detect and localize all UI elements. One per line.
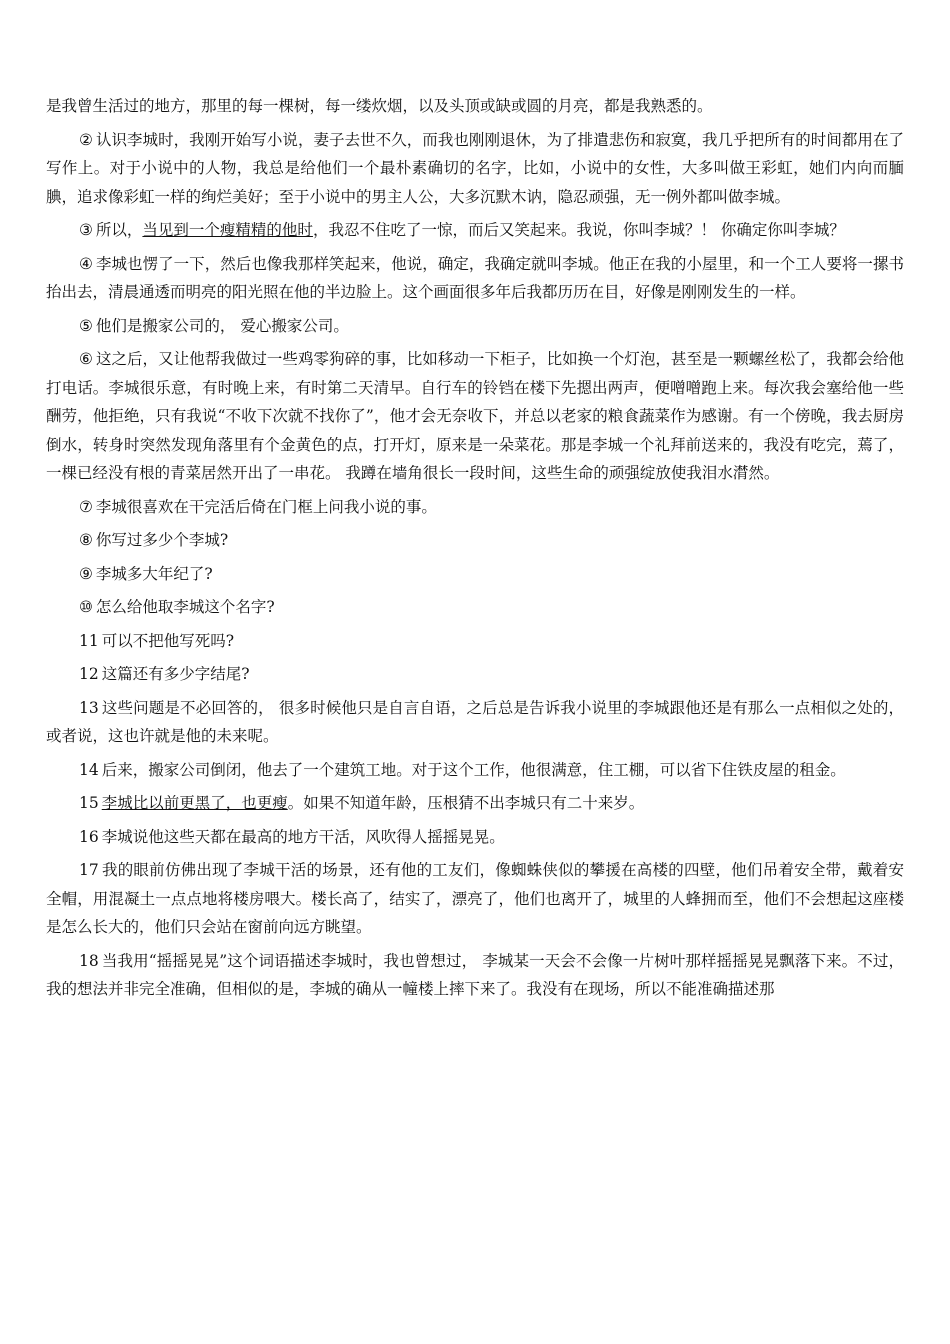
paragraph-text: 我的眼前仿佛出现了李城干活的场景，还有他的工友们，像蜘蛛侠似的攀援在高楼的四壁，他们吊着安全带，戴着安全帽，用混凝土一点点地将楼房喂大。楼长高了，结实了，漂亮了，他们也离开了，城里的人蜂拥而至，他们不会想起这座楼是怎么长大的，他们只会站在窗前向远方眺望。 (46, 861, 904, 936)
paragraph-text: 他们是搬家公司的， 爱心搬家公司。 (95, 316, 349, 335)
paragraph-4 (46, 250, 904, 307)
paragraph-number: ⑩ (79, 598, 93, 616)
paragraph-16 (46, 823, 904, 852)
paragraph-15 (46, 789, 904, 818)
paragraph-14 (46, 756, 904, 785)
paragraph-number: 16 (79, 827, 99, 846)
paragraph-10 (46, 593, 904, 622)
paragraph-number: ⑧ (79, 531, 93, 549)
paragraph-text: 认识李城时，我刚开始写小说，妻子去世不久，而我也刚刚退休，为了排遣悲伤和寂寞，我几乎把所有的时间都用在了写作上。对于小说中的人物，我总是给他们一个最朴素确切的名字，比如，小说中的女性，大多叫做王彩虹，她们内向而腼腆，追求像彩虹一样的绚烂美好；至于小说中的男主人公，大多沉默木讷，隐忍顽强，无一例外都叫做李城。 (46, 130, 904, 206)
paragraph-text: 你写过多少个李城? (95, 531, 229, 549)
paragraph-number: ② (79, 130, 93, 149)
paragraph-text: 后来，搬家公司倒闭，他去了一个建筑工地。对于这个工作，他很满意，住工棚，可以省下住铁皮屋的租金。 (101, 760, 846, 779)
paragraph-5 (46, 312, 904, 341)
paragraph-7 (46, 493, 904, 522)
paragraph-number: 17 (79, 861, 99, 879)
paragraph-3 (46, 216, 904, 245)
paragraph-text: 怎么给他取李城这个名字? (95, 598, 275, 616)
paragraph-2 (46, 126, 904, 212)
paragraph-number: ④ (79, 254, 93, 273)
paragraph-11 (46, 627, 904, 656)
underlined-phrase: 当见到一个瘦精精的他时 (142, 221, 313, 239)
paragraph-text: 李城多大年纪了? (95, 564, 213, 583)
paragraph-1 (46, 92, 904, 121)
underlined-phrase: 李城比以前更黑了，也更瘦 (101, 794, 288, 812)
paragraph-number: 13 (79, 698, 99, 717)
paragraph-text: 这之后，又让他帮我做过一些鸡零狗碎的事，比如移动一下柜子，比如换一个灯泡，甚至是一颗螺丝松了，我都会给他打电话。李城很乐意，有时晚上来，有时第二天清早。自行车的铃铛在楼下先摁出两声，便噌噌跑上来。每次我会塞给他一些酬劳，他拒绝，只有我说“不收下次就不找你了”，他才会无奈收下，并总以老家的粮食蔬菜作为感谢。有一个傍晚，我去厨房倒水，转身时突然发现角落里有个金黄色的点，打开灯，原来是一朵菜花。那是李城一个礼拜前送来的，我没有吃完，蔫了，一棵已经没有根的青菜居然开出了一串花。 我蹲在墙角很长一段时间，这些生命的顽强绽放使我泪水潸然。 (46, 350, 904, 482)
paragraph-17 (46, 856, 904, 942)
paragraph-text: 这些问题是不必回答的， 很多时候他只是自言自语，之后总是告诉我小说里的李城跟他还是有那么一点相似之处的，或者说，这也许就是他的未来呢。 (46, 698, 904, 745)
paragraph-number: 11 (79, 631, 99, 650)
paragraph-text: 李城说他这些天都在最高的地方干活，风吹得人摇摇晃晃。 (101, 827, 505, 846)
paragraph-number: ③ (79, 221, 93, 239)
paragraph-6 (46, 345, 904, 488)
paragraph-text: 李城也愣了一下，然后也像我那样笑起来，他说，确定，我确定就叫李城。他正在我的小屋里，和一个工人要将一摞书抬出去，清晨通透而明亮的阳光照在他的半边脸上。这个画面很多年后我都历历在目，好像是刚刚发生的一样。 (46, 254, 904, 301)
paragraph-number: ⑤ (79, 316, 93, 335)
paragraph-number: 18 (79, 951, 99, 970)
paragraph-number: 15 (79, 794, 99, 812)
paragraph-12 (46, 660, 904, 689)
paragraph-text: 所以， (95, 221, 143, 239)
paragraph-text: 李城很喜欢在干完活后倚在门框上问我小说的事。 (95, 497, 437, 516)
paragraph-text-after: 。如果不知道年龄，压根猜不出李城只有二十来岁。 (287, 794, 645, 812)
paragraph-9 (46, 560, 904, 589)
paragraph-text: 当我用“摇摇晃晃”这个词语描述李城时，我也曾想过， 李城某一天会不会像一片树叶那样摇摇晃晃飘落下来。不过，我的想法并非完全准确，但相似的是，李城的确从一幢楼上摔下来了。我没有在现场，所以不能准确描述那 (46, 951, 904, 998)
paragraph-number: ⑦ (79, 497, 93, 516)
paragraph-number: ⑨ (79, 564, 93, 583)
paragraph-text: 是我曾生活过的地方，那里的每一棵树，每一缕炊烟，以及头顶或缺或圆的月亮，都是我熟悉的。 (46, 97, 713, 115)
paragraph-text-after: ，我忍不住吃了一惊，而后又笑起来。我说，你叫李城？！ 你确定你叫李城？ (312, 221, 845, 239)
paragraph-number: ⑥ (79, 350, 93, 368)
paragraph-13 (46, 694, 904, 751)
paragraph-text: 这篇还有多少字结尾? (101, 665, 250, 683)
paragraph-8 (46, 526, 904, 555)
paragraph-number: 14 (79, 760, 99, 779)
paragraph-text: 可以不把他写死吗? (101, 631, 235, 650)
paragraph-18 (46, 947, 904, 1004)
paragraph-number: 12 (79, 665, 99, 683)
